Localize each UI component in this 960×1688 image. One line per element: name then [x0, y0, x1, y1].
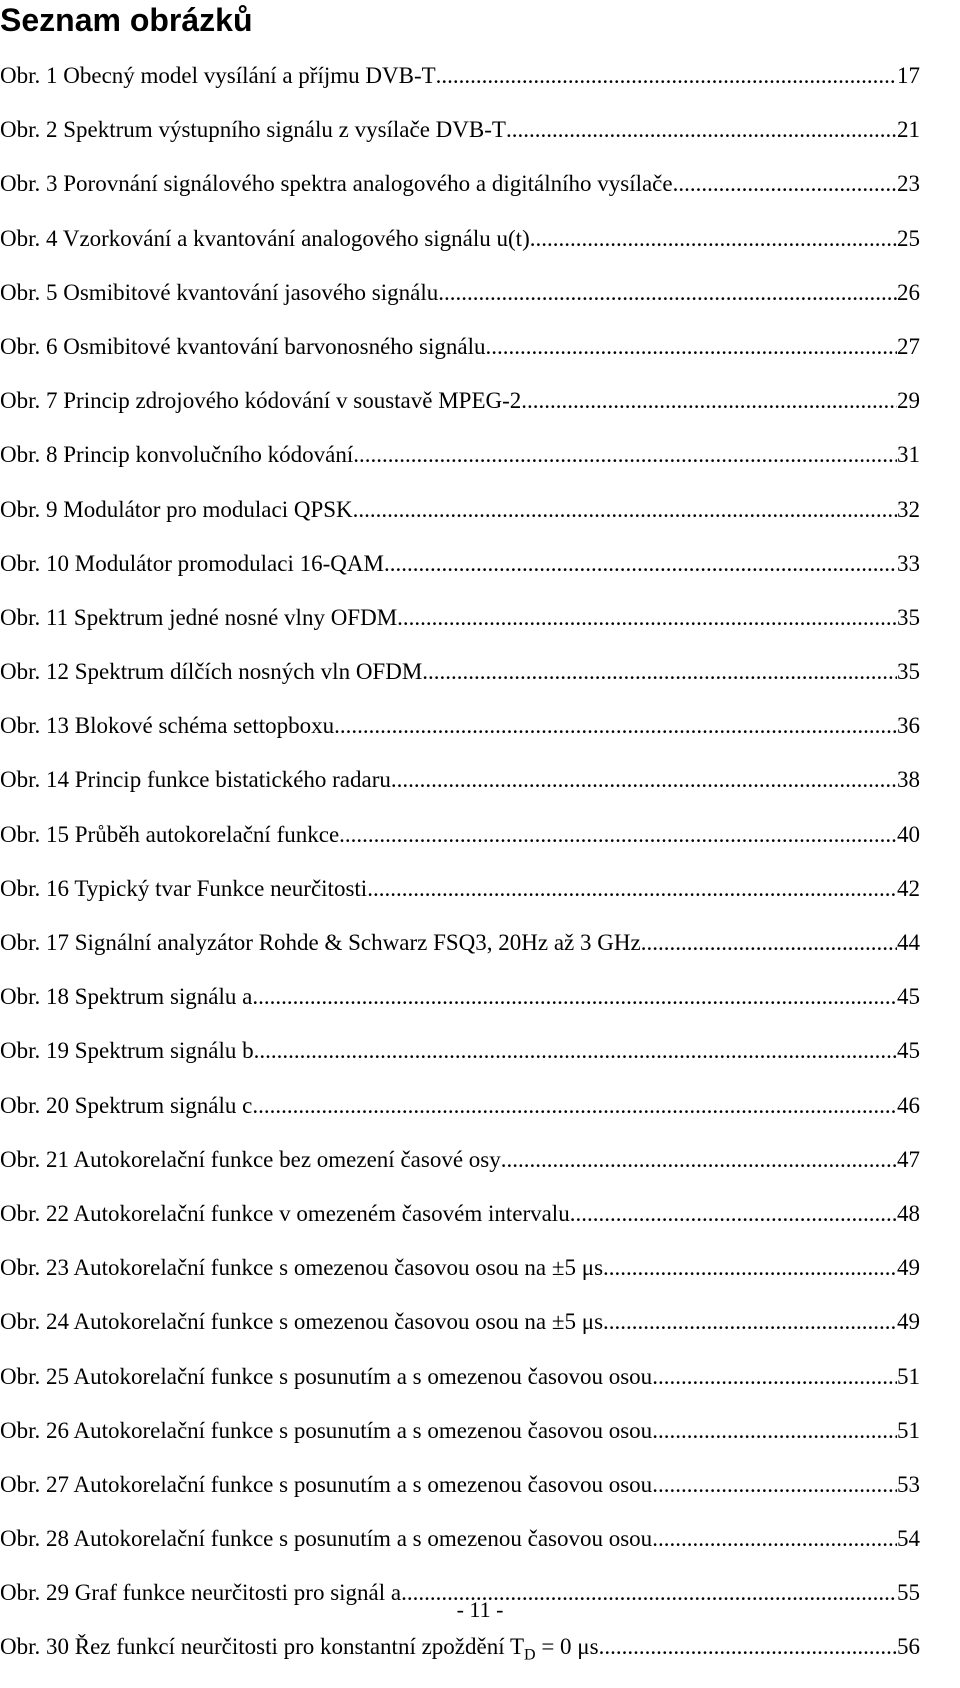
toc-entry-title — [0, 983, 252, 1011]
toc-entry-title — [0, 496, 353, 524]
dot-leader — [521, 387, 897, 415]
toc-entry-title — [0, 333, 486, 361]
toc-entry-page-number: 48 — [897, 1200, 920, 1226]
toc-entry-page-number: 53 — [897, 1471, 920, 1497]
dot-leader — [673, 170, 897, 198]
toc-entry[interactable] — [0, 1308, 920, 1362]
toc-entry-page-number: 55 — [897, 1580, 920, 1606]
dot-leader — [603, 1308, 897, 1336]
toc-entry-title — [0, 1633, 599, 1665]
toc-entry-title — [0, 1092, 252, 1120]
toc-entry-title-text: Obr. 10 Modulátor promodulaci 16-QAM — [0, 550, 384, 576]
toc-entry-title — [0, 387, 521, 415]
toc-entry-page-number: 38 — [897, 767, 920, 793]
toc-entry-page-number: 49 — [897, 1309, 920, 1335]
dot-leader — [252, 983, 897, 1011]
toc-entry-title-text: Obr. 2 Spektrum výstupního signálu z vysílače DVB-T — [0, 117, 506, 143]
toc-entry[interactable] — [0, 496, 920, 550]
toc-entry-title-text: Obr. 7 Princip zdrojového kódování v soustavě MPEG-2 — [0, 388, 522, 414]
toc-entry-page-number: 49 — [897, 1255, 920, 1281]
toc-entry[interactable] — [0, 170, 920, 224]
toc-entry-title-text: Obr. 16 Typický tvar Funkce neurčitosti — [0, 875, 368, 901]
toc-entry-title — [0, 766, 391, 794]
toc-entry[interactable] — [0, 821, 920, 875]
toc-entry-title — [0, 116, 506, 144]
toc-entry-title — [0, 1417, 652, 1445]
dot-leader — [570, 1200, 897, 1228]
dot-leader — [652, 1471, 897, 1499]
toc-entry[interactable] — [0, 604, 920, 658]
toc-entry[interactable] — [0, 225, 920, 279]
toc-entry-title-text: Obr. 14 Princip funkce bistatického radaru — [0, 767, 391, 793]
toc-entry-title-text: Obr. 3 Porovnání signálového spektra analogového a digitálního vysílače — [0, 171, 673, 197]
toc-entry-page-number: 51 — [897, 1363, 920, 1389]
toc-entry[interactable] — [0, 766, 920, 820]
toc-entry-title-text: Obr. 19 Spektrum signálu b — [0, 1038, 254, 1064]
toc-entry-page-number: 26 — [897, 279, 920, 305]
toc-entry-page-number: 32 — [897, 496, 920, 522]
toc-entry-title-text: Obr. 17 Signální analyzátor Rohde & Schwarz FSQ3, 20Hz až 3 GHz — [0, 930, 641, 955]
toc-entry-title-text: Obr. 21 Autokorelační funkce bez omezení časové osy — [0, 1146, 501, 1172]
toc-entry[interactable] — [0, 1254, 920, 1308]
toc-entry-title-text: Obr. 25 Autokorelační funkce s posunutím a s omezenou časovou osou — [0, 1363, 653, 1389]
toc-entry-page-number: 27 — [897, 333, 920, 359]
toc-entry-title-text: Obr. 20 Spektrum signálu c — [0, 1092, 253, 1118]
toc-entry-page-number: 23 — [897, 171, 920, 197]
toc-entry-title-text: Obr. 22 Autokorelační funkce v omezeném časovém intervalu — [0, 1200, 570, 1226]
toc-entry-page-number: 44 — [897, 930, 920, 955]
toc-entry-title — [0, 1200, 570, 1228]
dot-leader — [652, 1363, 897, 1391]
dot-leader — [486, 333, 898, 361]
dot-leader — [353, 496, 897, 524]
toc-entry[interactable] — [0, 387, 920, 441]
toc-entry-title — [0, 929, 641, 957]
list-of-figures-heading: Seznam obrázků — [0, 2, 253, 38]
toc-entry[interactable] — [0, 441, 920, 495]
toc-entry-title-text: Obr. 23 Autokorelační funkce s omezenou časovou osou na ±5 μs — [0, 1255, 604, 1281]
dot-leader — [339, 821, 897, 849]
toc-entry-subscript: D — [524, 1647, 536, 1665]
toc-entry-page-number: 42 — [897, 875, 920, 901]
toc-entry[interactable] — [0, 983, 920, 1037]
dot-leader — [652, 1417, 897, 1445]
toc-entry[interactable] — [0, 658, 920, 712]
dot-leader — [603, 1254, 897, 1282]
toc-entry-title-text: Obr. 6 Osmibitové kvantování barvonosného signálu — [0, 333, 486, 359]
toc-entry-page-number: 56 — [897, 1634, 920, 1660]
toc-entry-title — [0, 1037, 254, 1065]
toc-entry-title-text: Obr. 27 Autokorelační funkce s posunutím a s omezenou časovou osou — [0, 1471, 653, 1497]
toc-entry-title-text: Obr. 9 Modulátor pro modulaci QPSK — [0, 496, 353, 522]
toc-entry-title — [0, 1363, 652, 1391]
toc-entry[interactable] — [0, 1037, 920, 1091]
toc-entry-title — [0, 1308, 603, 1336]
toc-entry-title-text: Obr. 8 Princip konvolučního kódování — [0, 442, 354, 468]
dot-leader — [641, 929, 897, 957]
toc-entry-title-text: Obr. 30 Řez funkcí neurčitosti pro konstantní zpoždění T — [0, 1634, 524, 1660]
dot-leader — [391, 766, 897, 794]
toc-entry-title-text: Obr. 29 Graf funkce neurčitosti pro signál a — [0, 1580, 402, 1606]
toc-entry-title-text: Obr. 28 Autokorelační funkce s posunutím a s omezenou časovou osou — [0, 1526, 653, 1552]
toc-entry-page-number: 17 — [897, 63, 920, 88]
dot-leader — [530, 225, 897, 253]
toc-entry-page-number: 33 — [897, 550, 920, 576]
dot-leader — [506, 116, 897, 144]
toc-entry-page-number: 29 — [897, 388, 920, 414]
toc-entry[interactable] — [0, 333, 920, 387]
toc-entry-page-number: 47 — [897, 1146, 920, 1172]
toc-entry[interactable] — [0, 1417, 920, 1471]
dot-leader — [599, 1633, 897, 1661]
toc-entry[interactable] — [0, 1200, 920, 1254]
toc-entry-page-number: 45 — [897, 984, 920, 1010]
toc-entry[interactable] — [0, 1633, 920, 1687]
toc-entry-title-text: Obr. 4 Vzorkování a kvantování analogového signálu u(t) — [0, 225, 530, 251]
toc-entry[interactable] — [0, 1146, 920, 1200]
toc-entry[interactable] — [0, 116, 920, 170]
dot-leader — [652, 1525, 897, 1553]
toc-entry-page-number: 51 — [897, 1417, 920, 1443]
toc-entry-title-text: Obr. 15 Průběh autokorelační funkce — [0, 821, 340, 847]
dot-leader — [254, 1037, 897, 1065]
dot-leader — [438, 279, 897, 307]
page-number: - 11 - — [456, 1597, 504, 1622]
toc-entry-page-number: 46 — [897, 1092, 920, 1118]
toc-entry-title — [0, 712, 334, 740]
toc-entry-page-number: 31 — [897, 442, 920, 468]
toc-entry[interactable] — [0, 929, 920, 983]
toc-entry-title — [0, 441, 353, 469]
toc-entry[interactable] — [0, 550, 920, 604]
toc-entry[interactable] — [0, 1525, 920, 1579]
dot-leader — [334, 712, 897, 740]
toc-entry-title — [0, 658, 422, 686]
toc-entry-title — [0, 62, 436, 90]
toc-entry[interactable] — [0, 1092, 920, 1146]
dot-leader — [422, 658, 897, 686]
dot-leader — [367, 875, 897, 903]
toc-entry[interactable] — [0, 62, 920, 116]
toc-entry-title — [0, 550, 384, 578]
toc-entry-title — [0, 170, 673, 198]
toc-entry[interactable] — [0, 875, 920, 929]
toc-entry-page-number: 35 — [897, 659, 920, 685]
toc-entry-page-number: 21 — [897, 117, 920, 143]
toc-entry-title-text: Obr. 12 Spektrum dílčích nosných vln OFDM — [0, 659, 423, 685]
toc-entry[interactable] — [0, 712, 920, 766]
toc-entry-page-number: 40 — [897, 821, 920, 847]
toc-entry-title — [0, 1254, 603, 1282]
dot-leader — [384, 550, 897, 578]
toc-entry-page-number: 35 — [897, 604, 920, 630]
dot-leader — [353, 441, 897, 469]
toc-entry-title — [0, 279, 438, 307]
toc-entry-title — [0, 1146, 501, 1174]
toc-entry-title — [0, 875, 367, 903]
toc-entry-title-text: Obr. 5 Osmibitové kvantování jasového signálu — [0, 279, 439, 305]
dot-leader — [501, 1146, 897, 1174]
toc-entry-title-text: Obr. 1 Obecný model vysílání a příjmu DVB-T — [0, 63, 436, 88]
toc-entry-page-number: 45 — [897, 1038, 920, 1064]
toc-entry-title — [0, 604, 397, 632]
toc-entry[interactable] — [0, 1363, 920, 1417]
toc-entry-title-suffix: = 0 μs — [535, 1634, 599, 1660]
toc-entry-title — [0, 821, 339, 849]
dot-leader — [252, 1092, 897, 1120]
toc-entry-title — [0, 225, 530, 253]
toc-entry[interactable] — [0, 279, 920, 333]
toc-entry[interactable] — [0, 1471, 920, 1525]
list-of-figures — [0, 62, 920, 1688]
toc-entry-page-number: 36 — [897, 713, 920, 739]
dot-leader — [436, 62, 897, 90]
toc-entry-page-number: 25 — [897, 225, 920, 251]
toc-entry-title-text: Obr. 18 Spektrum signálu a — [0, 984, 253, 1010]
toc-entry-title — [0, 1525, 652, 1553]
toc-entry-title-text: Obr. 11 Spektrum jedné nosné vlny OFDM — [0, 604, 398, 630]
toc-entry-title-text: Obr. 26 Autokorelační funkce s posunutím a s omezenou časovou osou — [0, 1417, 653, 1443]
toc-entry-page-number: 54 — [897, 1526, 920, 1552]
dot-leader — [397, 604, 897, 632]
toc-entry-title-text: Obr. 24 Autokorelační funkce s omezenou časovou osou na ±5 μs — [0, 1309, 604, 1335]
toc-entry-title — [0, 1471, 652, 1499]
toc-entry-title-text: Obr. 13 Blokové schéma settopboxu — [0, 713, 335, 739]
